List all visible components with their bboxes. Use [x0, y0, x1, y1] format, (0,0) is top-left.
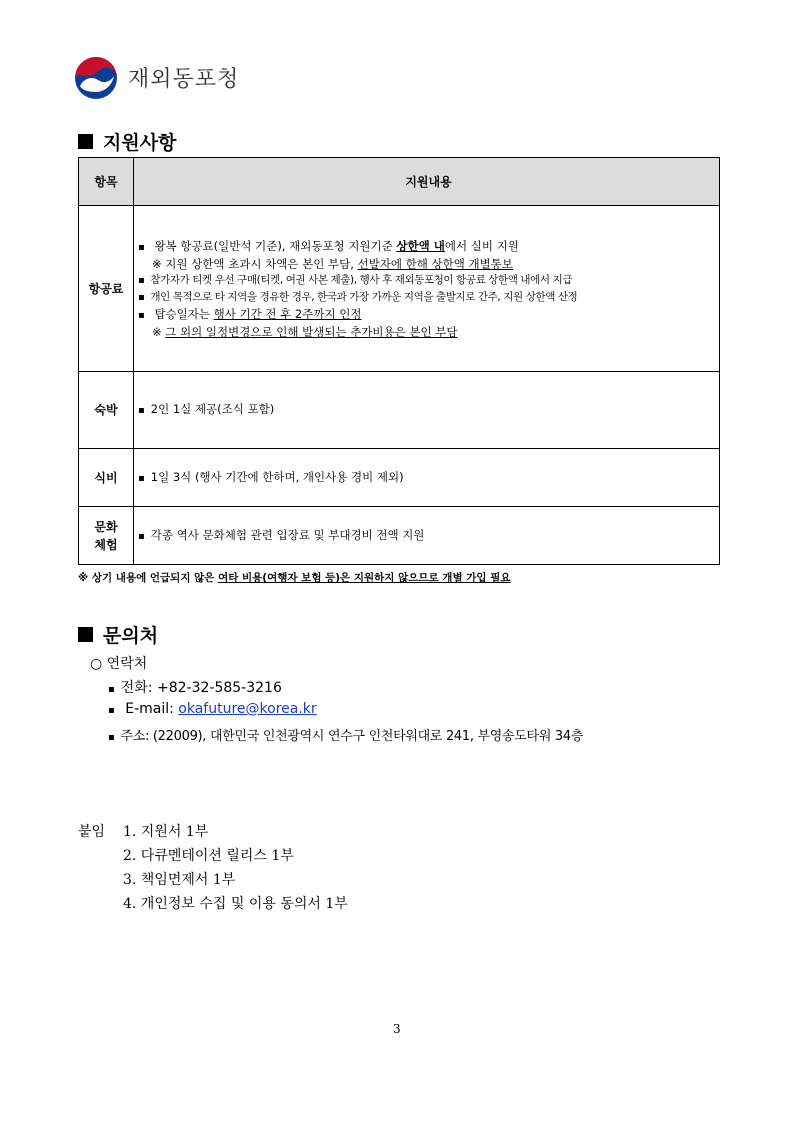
lodging-content — [134, 372, 719, 448]
email-link[interactable]: okafuture@korea.kr — [178, 701, 317, 717]
government-logo-icon — [74, 56, 118, 100]
airfare-line-4: ▪ 개인 목적으로 타 지역을 경유한 경우, 한국과 가장 가까운 지역을 출발지로 간주, 지원 상한액 산정 — [138, 289, 719, 306]
airfare-line-5: ▪ 탑승일자는 행사 기간 전 후 2주까지 인정 — [138, 306, 719, 324]
header-content-label: 지원내용 — [405, 174, 452, 189]
culture-text: ▪ 각종 역사 문화체험 관련 입장료 및 부대경비 전액 지원 — [138, 527, 719, 545]
org-name: 재외동포청 — [128, 67, 240, 92]
airfare-line-1: ▪ 왕복 항공료(일반석 기준), 재외동포청 지원기준 상한액 내에서 실비 지원 — [138, 238, 719, 256]
lodging-label: 숙박 — [79, 372, 134, 448]
contact-email-line: ▪ E-mail: okafuture@korea.kr — [108, 701, 317, 717]
attachment-item-1: 1. 지원서 1부 — [123, 824, 209, 840]
table-footnote: ※ 상기 내용에 언급되지 않은 여타 비용(여행자 보험 등)은 지원하지 않으므로 개별 가입 필요 — [78, 572, 511, 584]
airfare-content — [134, 206, 719, 371]
support-section-heading — [78, 128, 176, 155]
attachment-item-3: 3. 책임면제서 1부 — [123, 872, 236, 888]
header-category: 항목 — [79, 158, 134, 205]
culture-content — [134, 507, 719, 564]
culture-label: 문화 체험 — [79, 507, 134, 564]
table-row-culture — [79, 507, 719, 564]
attachment-item-4: 4. 개인정보 수집 및 이용 동의서 1부 — [123, 896, 348, 912]
support-table — [78, 157, 720, 565]
page-number: 3 — [393, 1022, 401, 1036]
meals-content — [134, 449, 719, 506]
contact-section-heading — [78, 621, 158, 648]
airfare-line-2: ※ 지원 상한액 초과시 차액은 본인 부담, 선발자에 한해 상한액 개별통보 — [152, 256, 513, 271]
airfare-line-6: ※ 그 외의 일정변경으로 인해 발생되는 추가비용은 본인 부담 — [152, 324, 458, 339]
contact-phone: ▪ 전화: +82-32-585-3216 — [108, 677, 282, 697]
header-content — [134, 158, 719, 205]
airfare-label: 항공료 — [79, 206, 134, 371]
contact-address: ▪ 주소: (22009), 대한민국 인천광역시 연수구 인천타워대로 241, 부영송도타워 34층 — [108, 725, 583, 744]
support-section-title: 지원사항 — [103, 132, 177, 154]
airfare-line-3: ▪ 참가자가 티켓 우선 구매(티켓, 여권 사본 제출), 행사 후 재외동포청이 항공료 상한액 내에서 지급 — [138, 272, 719, 289]
attachment-item-2: 2. 다큐멘테이션 릴리스 1부 — [123, 848, 294, 864]
square-bullet-icon — [78, 627, 93, 642]
attachments-label: 붙임 — [78, 824, 106, 840]
contact-subtitle: ○ 연락처 — [90, 656, 148, 672]
lodging-text: ▪ 2인 1실 제공(조식 포함) — [138, 401, 719, 419]
table-header-row — [79, 158, 719, 206]
table-row-airfare — [79, 206, 719, 372]
table-row-meals — [79, 449, 719, 507]
meals-label: 식비 — [79, 449, 134, 506]
contact-section-title: 문의처 — [103, 625, 159, 647]
table-row-lodging — [79, 372, 719, 449]
meals-text: ▪ 1일 3식 (행사 기간에 한하며, 개인사용 경비 제외) — [138, 469, 719, 487]
square-bullet-icon — [78, 134, 93, 149]
